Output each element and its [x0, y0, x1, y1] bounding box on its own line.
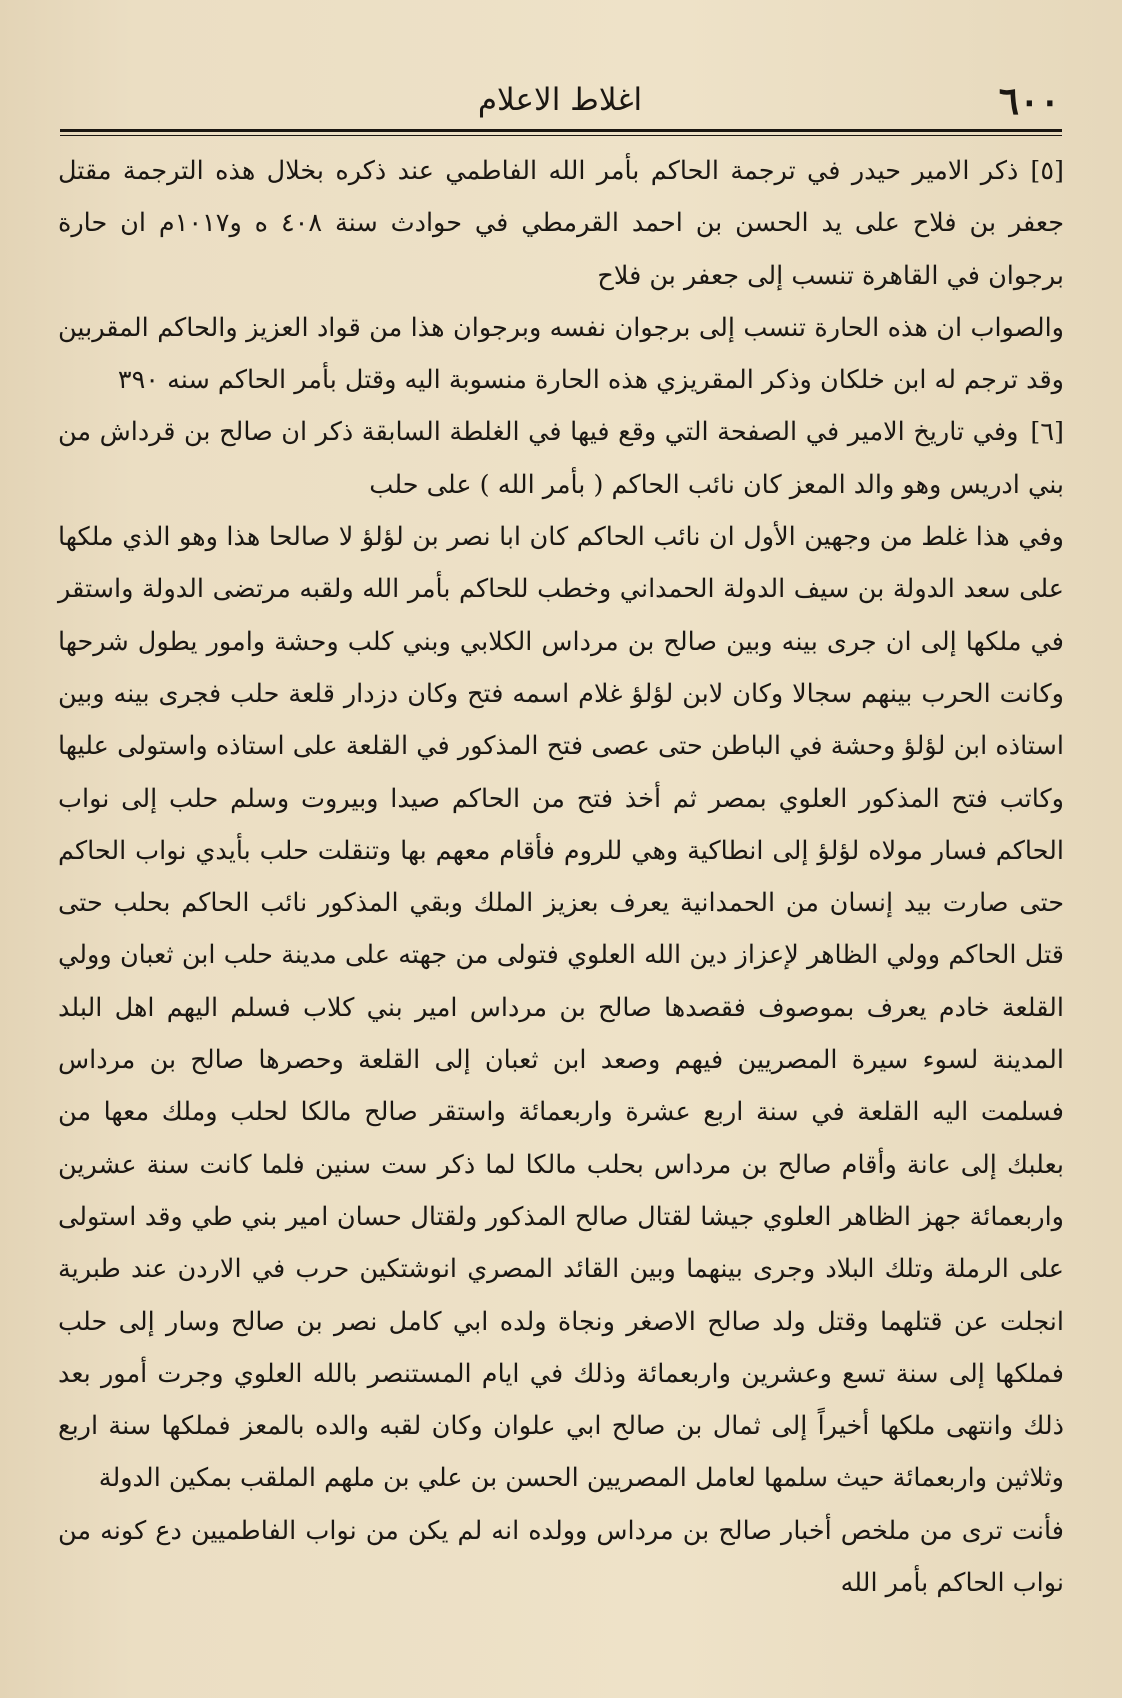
entry-number: [٥] [1030, 156, 1064, 186]
paragraph-entry-5 [58, 145, 1064, 302]
header-rule-thin [60, 135, 1062, 136]
paragraph-text: والصواب ان هذه الحارة تنسب إلى برجوان نفسه وبرجوان هذا من قواد العزيز والحاكم المقربين وقد ترجم له ابن خلكان وذكر المقريزي هذه الحارة منسوبة اليه وقتل بأمر الحاكم سنه ٣٩٠ [58, 312, 1064, 396]
body-text [58, 145, 1064, 1609]
paragraph-correction-6 [58, 511, 1064, 1505]
paragraph-text: وفي هذا غلط من وجهين الأول ان نائب الحاكم كان ابا نصر بن لؤلؤ لا صالحا هذا وهو الذي ملكها على سعد الدولة بن سيف الدولة الحمداني وخطب للحاكم بأمر الله ولقبه مرتضى الدولة واستقر في ملكها إلى ان جرى بينه وبين صالح بن مرداس الكلابي وبني كلب وحشة وامور يطول شرحها وكانت الحرب بينهم سجالا وكان لابن لؤلؤ غلام اسمه فتح وكان دزدار قلعة حلب فجرى بينه وبين استاذه ابن لؤلؤ وحشة في الباطن حتى عصى فتح المذكور في القلعة على استاذه واستولى عليها وكاتب فتح المذكور العلوي بمصر ثم أخذ فتح من الحاكم صيدا وبيروت وسلم حلب إلى نواب الحاكم فسار مولاه لؤلؤ إلى انطاكية وهي للروم فأقام معهم بها وتنقلت حلب بأيدي نواب الحاكم حتى صارت بيد إنسان من الحمدانية يعرف بعزيز الملك وبقي المذكور نائب الحاكم بحلب حتى قتل الحاكم وولي الظاهر لإعزاز دين الله العلوي فتولى من جهته على مدينة حلب ابن ثعبان وولي القلعة خادم يعرف بموصوف فقصدها صالح بن مرداس امير بني كلاب فسلم اليهم اهل البلد المدينة لسوء سيرة المصريين فيهم وصعد ابن ثعبان إلى القلعة وحصرها صالح بن مرداس فسلمت اليه القلعة في سنة اربع عشرة واربعمائة واستقر صالح مالكا لحلب وملك معها من بعلبك إلى عانة وأقام صالح بن مرداس بحلب مالكا لما ذكر ست سنين فلما كانت سنة عشرين واربعمائة جهز الظاهر العلوي جيشا لقتال صالح المذكور ولقتال حسان امير بني طي وقد استولى على الرملة وتلك البلاد وجرى بينهما وبين القائد المصري انوشتكين حرب في الاردن عند طبرية انجلت عن قتلهما وقتل ولد صالح الاصغر ونجاة ولده ابي كامل نصر بن صالح وسار إلى حلب فملكها إلى سنة تسع وعشرين واربعمائة وذلك في ايام المستنصر بالله العلوي وجرت أمور بعد ذلك وانتهى ملكها أخيراً إلى ثمال بن صالح ابي علوان وكان لقبه والده بالمعز فملكها سنة اربع وثلاثين واربعمائة حيث سلمها لعامل المصريين الحسن بن علي بن ملهم الملقب بمكين الدولة [58, 522, 1064, 1494]
header-rule [60, 129, 1062, 132]
page-number: ٦٠٠ [998, 78, 1060, 123]
entry-number: [٦] [1030, 417, 1064, 448]
paragraph-text: ذكر الامير حيدر في ترجمة الحاكم بأمر الله الفاطمي عند ذكره بخلال هذه الترجمة مقتل جعفر بن فلاح على يد الحسن بن احمد القرمطي في حوادث سنة ٤٠٨ ه و١٠١٧م ان حارة برجوان في القاهرة تنسب إلى جعفر بن فلاح [58, 156, 1064, 291]
paragraph-correction-5 [58, 302, 1064, 407]
paragraph-entry-6 [58, 406, 1064, 511]
running-title: اغلاط الاعلام [477, 82, 643, 118]
page-header [60, 78, 1060, 128]
paragraph-text: فأنت ترى من ملخص أخبار صالح بن مرداس وولده انه لم يكن من نواب الفاطميين دع كونه من نواب الحاكم بأمر الله [58, 1515, 1064, 1599]
paragraph-conclusion [58, 1505, 1064, 1610]
paragraph-text: وفي تاريخ الامير في الصفحة التي وقع فيها في الغلطة السابقة ذكر ان صالح بن قرداش من بني ادريس وهو والد المعز كان نائب الحاكم ( بأمر الله ) على حلب [58, 417, 1064, 500]
